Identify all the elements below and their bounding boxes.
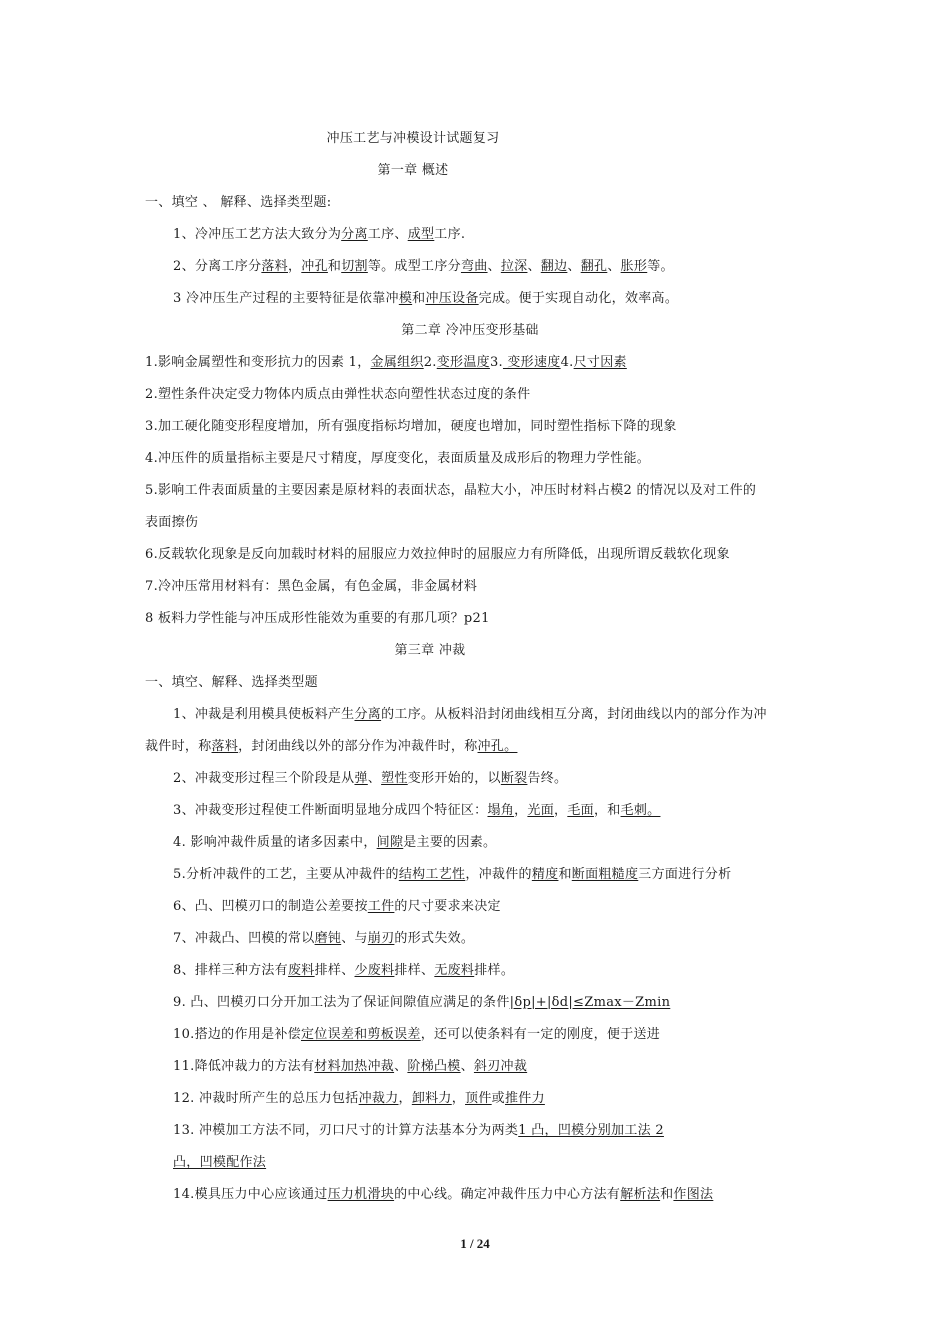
ch3-item-14: 14.模具压力中心应该通过压力机滑块的中心线。确定冲裁件压力中心方法有解析法和作图法 (173, 1187, 714, 1202)
ch2-item-6: 6.反载软化现象是反向加载时材料的屈服应力效拉伸时的屈服应力有所降低，出现所谓反载软化现象 (145, 547, 730, 562)
page-number: 1 / 24 (460, 1236, 490, 1251)
ch2-item-7: 7.冷冲压常用材料有：黑色金属，有色金属，非金属材料 (145, 579, 478, 594)
ch3-item-5: 5.分析冲裁件的工艺，主要从冲裁件的结构工艺性，冲裁件的精度和断面粗糙度三方面进行分析 (173, 867, 732, 882)
ch3-item-11: 11.降低冲裁力的方法有材料加热冲裁、阶梯凸模、斜刃冲裁 (173, 1059, 528, 1074)
ch3-item-10: 10.搭边的作用是补偿定位误差和剪板误差，还可以使条料有一定的刚度，便于送进 (173, 1027, 661, 1042)
ch2-item-5-cont: 表面擦伤 (145, 515, 199, 530)
chapter-1-heading: 第一章 概述 (377, 163, 449, 178)
chapter-3-heading: 第三章 冲裁 (394, 643, 466, 658)
ch1-item-2: 2、分离工序分落料，冲孔和切割等。成型工序分弯曲、拉深、翻边、翻孔、胀形等。 (173, 259, 674, 274)
ch1-item-1: 1、冷冲压工艺方法大致分为分离工序、成型工序. (173, 227, 466, 242)
ch2-item-8: 8 板料力学性能与冲压成形性能效为重要的有那几项？p21 (145, 611, 490, 626)
ch2-item-1: 1.影响金属塑性和变形抗力的因素 1，金属组织2.变形温度3. 变形速度4.尺寸因素 (145, 355, 627, 370)
ch3-item-9: 9. 凸、凹模刃口分开加工法为了保证间隙值应满足的条件|δp|+|δd|≤Zmax－Zmin (173, 995, 671, 1010)
ch3-section-heading: 一、填空、解释、选择类型题 (145, 675, 318, 690)
ch2-item-5: 5.影响工件表面质量的主要因素是原材料的表面状态，晶粒大小，冲压时材料占模2 的情况以及对工件的 (145, 483, 757, 498)
ch3-item-6: 6、凸、凹模刃口的制造公差要按工件的尺寸要求来决定 (173, 899, 501, 914)
ch2-item-3: 3.加工硬化随变形程度增加，所有强度指标均增加，硬度也增加，同时塑性指标下降的现象 (145, 419, 677, 434)
ch3-item-12: 12. 冲裁时所产生的总压力包括冲裁力，卸料力，顶件或推件力 (173, 1091, 545, 1106)
ch3-item-1: 1、冲裁是利用模具使板料产生分离的工序。从板料沿封闭曲线相互分离，封闭曲线以内的部分作为冲 (173, 707, 767, 722)
ch3-item-13: 13. 冲模加工方法不同，刃口尺寸的计算方法基本分为两类1 凸，凹模分别加工法 2 (173, 1123, 664, 1138)
ch3-item-13-cont: 凸，凹模配作法 (173, 1155, 267, 1170)
chapter-2-heading: 第二章 冷冲压变形基础 (401, 323, 539, 338)
ch3-item-4: 4. 影响冲裁件质量的诸多因素中，间隙是主要的因素。 (173, 835, 497, 850)
ch2-item-4: 4.冲压件的质量指标主要是尺寸精度，厚度变化，表面质量及成形后的物理力学性能。 (145, 451, 651, 466)
ch1-section-heading: 一、填空 、 解释、选择类型题: (145, 195, 332, 210)
ch1-item-3: 3 冷冲压生产过程的主要特征是依靠冲模和冲压设备完成。便于实现自动化，效率高。 (173, 291, 679, 306)
document-title: 冲压工艺与冲模设计试题复习 (326, 131, 500, 146)
ch3-item-2: 2、冲裁变形过程三个阶段是从弹、塑性变形开始的，以断裂告终。 (173, 771, 568, 786)
ch3-item-1-cont: 裁件时，称落料，封闭曲线以外的部分作为冲裁件时，称冲孔。 (145, 739, 518, 754)
ch3-item-3: 3、冲裁变形过程使工件断面明显地分成四个特征区：塌角，光面，毛面，和毛刺。 (173, 803, 661, 818)
ch3-item-7: 7、冲裁凸、凹模的常以磨钝、与崩刃的形式失效。 (173, 931, 475, 946)
ch2-item-2: 2.塑性条件决定受力物体内质点由弹性状态向塑性状态过度的条件 (145, 387, 531, 402)
ch3-item-8: 8、排样三种方法有废料排样、少废料排样、无废料排样。 (173, 963, 515, 978)
